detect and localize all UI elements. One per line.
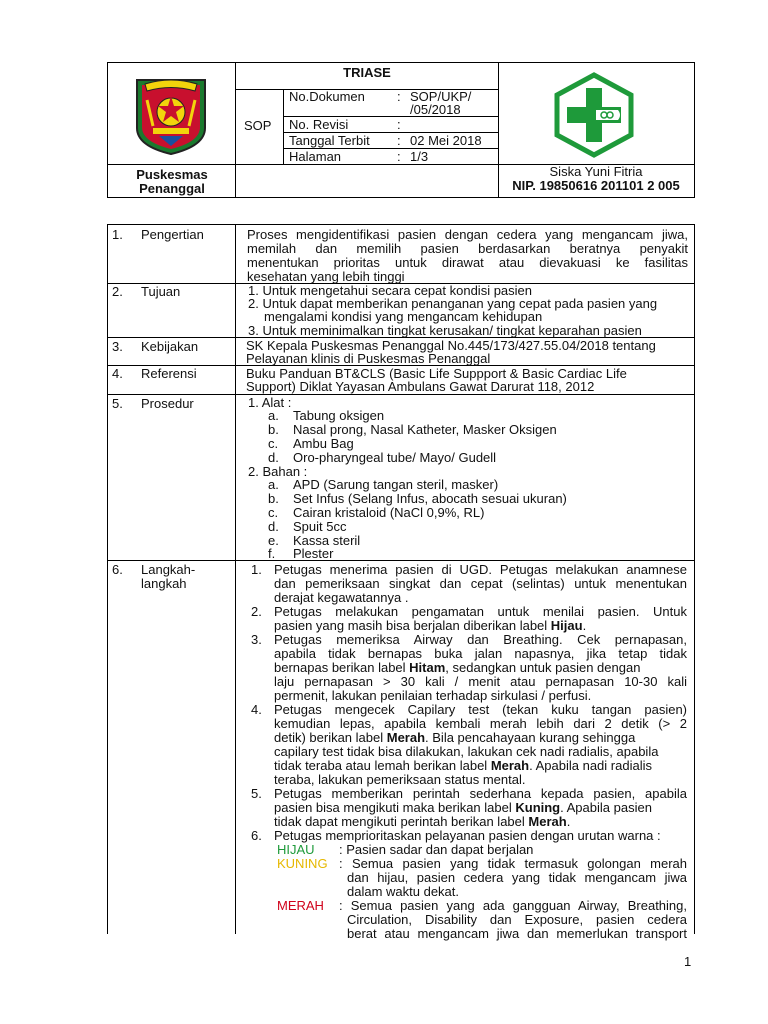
step-line: apabila tidak bernapas buka jalan napasnya, jika tetap tidak — [274, 646, 687, 661]
list-marker: c. — [268, 505, 279, 520]
triage-desc: : Pasien sadar dan dapat berjalan — [339, 842, 534, 857]
step-line: pasien bisa mengikuti maka berikan label Kuning. Apabila pasien — [274, 800, 652, 815]
row-label: Kebijakan — [141, 339, 199, 354]
list-marker: d. — [268, 519, 279, 534]
row-number: 1. — [112, 227, 123, 242]
row-divider — [107, 560, 695, 561]
label-merah: Merah — [528, 814, 567, 829]
step-line: capilary test tidak bisa dilakukan, lakukan cek nadi radialis, apabila — [274, 744, 659, 759]
issue-date-label: Tanggal Terbit — [289, 133, 370, 148]
label-kuning: Kuning — [515, 800, 561, 815]
material-item: Plester — [293, 546, 334, 561]
row-divider — [107, 394, 695, 395]
document-title: TRIASE — [343, 65, 391, 80]
objective-line: 2. Untuk dapat memberikan penanganan yang cepat pada pasien yang — [248, 296, 658, 311]
label-merah: Merah — [490, 758, 530, 773]
revision-label: No. Revisi — [289, 117, 349, 132]
step-line: Petugas menerima pasien di UGD. Petugas melakukan anamnese — [274, 562, 687, 577]
definition-line: kesehatan yang lebih tinggi — [247, 269, 405, 284]
header-divider — [283, 89, 284, 164]
issue-date-colon: : — [397, 133, 401, 148]
row-label: Langkah- — [141, 562, 196, 577]
doc-number-colon: : — [397, 89, 401, 104]
doc-number-value-cont: /05/2018 — [410, 102, 461, 117]
row-label: Referensi — [141, 366, 197, 381]
list-marker: a. — [268, 408, 279, 423]
row-number: 2. — [112, 284, 123, 299]
material-item: Cairan kristaloid (NaCl 0,9%, RL) — [293, 505, 485, 520]
material-item: Set Infus (Selang Infus, abocath sesuai ukuran) — [293, 491, 567, 506]
step-line: permenit, lakukan penilaian terhadap sirkulasi / perfusi. — [274, 688, 592, 703]
step-line: teraba, lakukan pemeriksaan status mental. — [274, 772, 526, 787]
list-marker: e. — [268, 533, 279, 548]
doc-number-value: SOP/UKP/ — [410, 89, 472, 104]
tool-item: Ambu Bag — [293, 436, 354, 451]
triage-desc: berat atau mengancam jiwa dan memerlukan transport — [347, 926, 687, 941]
tools-heading: 1. Alat : — [248, 395, 292, 410]
row-label: langkah — [141, 576, 187, 591]
step-line: Petugas mengecek Capilary test (tekan kuku tangan pasien) — [274, 702, 687, 717]
step-line: pasien yang masih bisa berjalan diberikan label Hijau. — [274, 618, 587, 633]
list-marker: b. — [268, 422, 279, 437]
row-label: Prosedur — [141, 396, 194, 411]
reference-line: Buku Panduan BT&CLS (Basic Life Suppport & Basic Cardiac Life — [246, 366, 627, 381]
triage-desc: dalam waktu dekat. — [347, 884, 460, 899]
step-line: Petugas memeriksa Airway dan Breathing. Cek pernapasan, — [274, 632, 687, 647]
page-colon: : — [397, 149, 401, 164]
triage-color-merah: MERAH — [277, 898, 324, 913]
doc-number-label: No.Dokumen — [289, 89, 365, 104]
definition-line: memilah dan memilih pasien berdasarkan beratnya penyakit — [247, 241, 688, 256]
step-line: Petugas memprioritaskan pelayanan pasien dengan urutan warna : — [274, 828, 661, 843]
step-line: laju pernapasan > 30 kali / menit atau pernapasan 10-30 kali — [274, 674, 687, 689]
page-number: 1 — [684, 954, 692, 969]
row-number: 4. — [112, 366, 123, 381]
step-number: 1. — [251, 562, 262, 577]
tool-item: Nasal prong, Nasal Katheter, Masker Oksigen — [293, 422, 557, 437]
definition-line: Proses mengidentifikasi pasien dengan cedera yang mengancam jiwa, — [247, 227, 688, 242]
triage-desc: : Semua pasien yang tidak termasuk golongan merah — [339, 856, 687, 871]
step-line: Petugas memberikan perintah sederhana kepada pasien, apabila — [274, 786, 687, 801]
label-hijau: Hijau — [550, 618, 583, 633]
organization-line: Penanggal — [139, 181, 205, 196]
list-marker: c. — [268, 436, 279, 451]
list-marker: b. — [268, 491, 279, 506]
step-number: 2. — [251, 604, 262, 619]
row-label: Pengertian — [141, 227, 204, 242]
step-line: tidak dapat mengikuti perintah berikan label Merah. — [274, 814, 571, 829]
materials-heading: 2. Bahan : — [248, 464, 308, 479]
label-merah: Merah — [386, 730, 426, 745]
objective-line: mengalami kondisi yang mengancam kehidupan — [264, 309, 543, 324]
step-number: 6. — [251, 828, 262, 843]
step-line: kemudian lepas, apabila kembali merah lebih dari 2 detik (> 2 — [274, 716, 687, 731]
puskesmas-logo-icon — [552, 72, 636, 158]
policy-line: SK Kepala Puskesmas Penanggal No.445/173/427.55.04/2018 tentang — [246, 338, 656, 353]
objective-line: 3. Untuk meminimalkan tingkat kerusakan/ tingkat keparahan pasien — [248, 323, 642, 338]
triage-color-hijau: HIJAU — [277, 842, 315, 857]
signer-nip: NIP. 19850616 201101 2 005 — [512, 178, 680, 193]
step-line: derajat kegawatannya . — [274, 590, 409, 605]
triage-desc: : Semua pasien yang ada gangguan Airway, Breathing, — [339, 898, 687, 913]
step-number: 4. — [251, 702, 262, 717]
step-line: bernapas berikan label Hitam, sedangkan untuk pasien dengan — [274, 660, 641, 675]
page-value: 1/3 — [410, 149, 429, 164]
step-number: 3. — [251, 632, 262, 647]
step-line: dan pemeriksaan singkat dan cepat (selintas) untuk menentukan — [274, 576, 687, 591]
row-number: 3. — [112, 339, 123, 354]
sop-label: SOP — [244, 118, 272, 133]
list-marker: f. — [268, 546, 276, 561]
row-number: 5. — [112, 396, 123, 411]
column-divider — [235, 224, 236, 934]
step-line: detik) berikan label Merah. Bila pencahayaan kurang sehingga — [274, 730, 636, 745]
issue-date-value: 02 Mei 2018 — [410, 133, 482, 148]
policy-line: Pelayanan klinis di Puskesmas Penanggal — [246, 351, 491, 366]
material-item: Spuit 5cc — [293, 519, 347, 534]
row-label: Tujuan — [141, 284, 181, 299]
signer-name: Siska Yuni Fitria — [549, 164, 643, 179]
list-marker: d. — [268, 450, 279, 465]
material-item: Kassa steril — [293, 533, 361, 548]
tool-item: Tabung oksigen — [293, 408, 385, 423]
row-number: 6. — [112, 562, 123, 577]
label-hitam: Hitam — [409, 660, 446, 675]
page-label: Halaman — [289, 149, 342, 164]
revision-colon: : — [397, 117, 401, 132]
district-emblem-icon — [133, 76, 209, 156]
definition-line: menentukan prioritas untuk dirawat atau dievakuasi ke fasilitas — [247, 255, 688, 270]
signature-block — [498, 165, 694, 193]
objective-line: 1. Untuk mengetahui secara cepat kondisi pasien — [248, 283, 533, 298]
organization-line: Puskesmas — [136, 167, 208, 182]
material-item: APD (Sarung tangan steril, masker) — [293, 477, 499, 492]
triage-color-kuning: KUNING — [277, 856, 328, 871]
step-line: tidak teraba atau lemah berikan label Merah. Apabila nadi radialis — [274, 758, 652, 773]
step-line: Petugas melakukan pengamatan untuk menilai pasien. Untuk — [274, 604, 687, 619]
triage-desc: Circulation, Disability dan Exposure, pasien cedera — [347, 912, 687, 927]
step-number: 5. — [251, 786, 262, 801]
reference-line: Support) Diklat Yayasan Ambulans Gawat Darurat 118, 2012 — [246, 379, 595, 394]
triage-desc: dan hijau, pasien cedera yang tidak mengancam jiwa — [347, 870, 687, 885]
organization-name — [108, 168, 236, 196]
list-marker: a. — [268, 477, 279, 492]
tool-item: Oro-pharyngeal tube/ Mayo/ Gudell — [293, 450, 497, 465]
